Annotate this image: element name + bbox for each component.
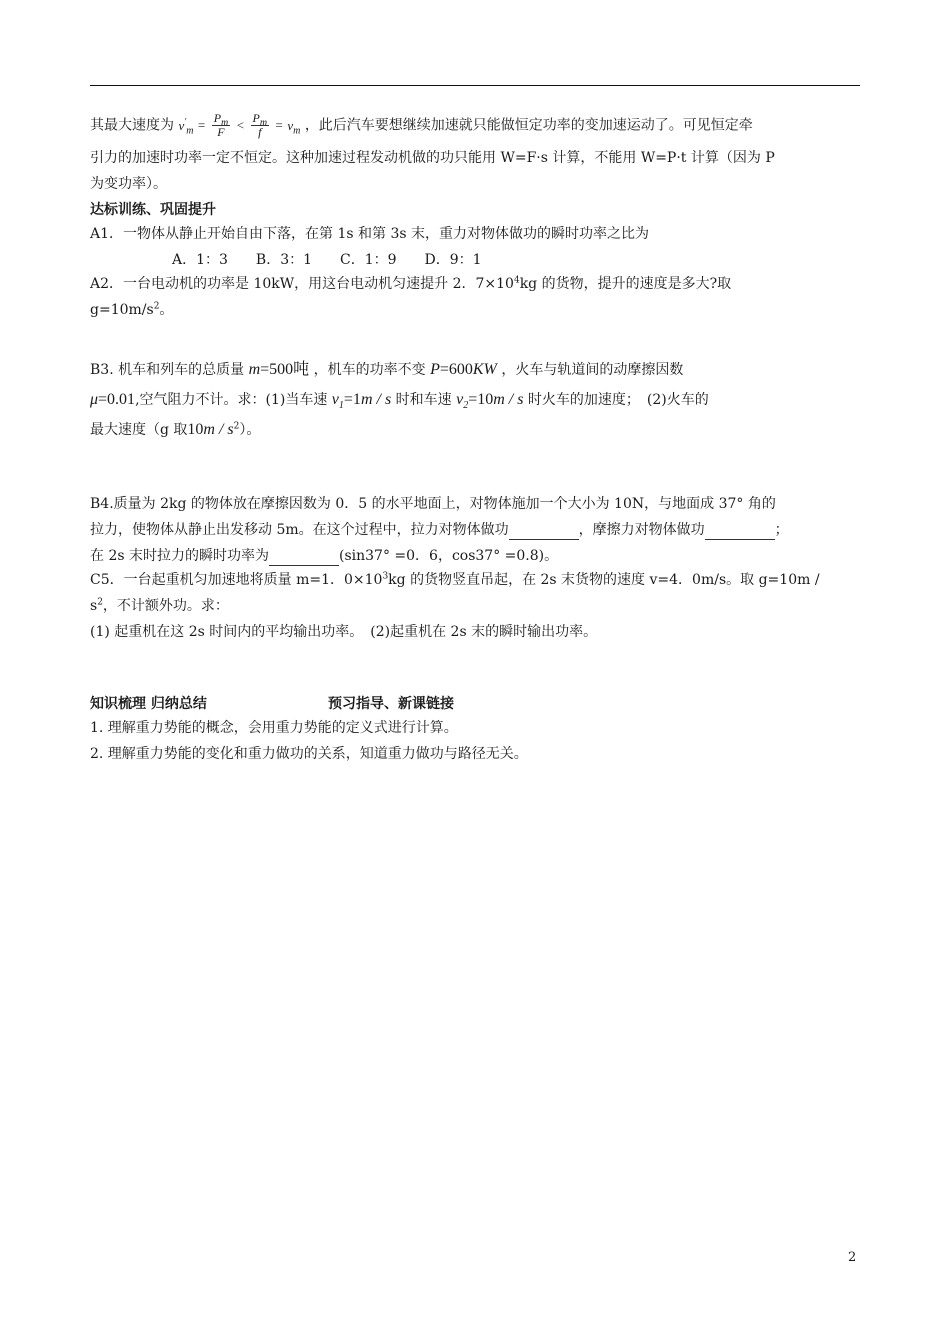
text: 时火车的加速度； (2)火车的	[527, 392, 709, 408]
symbol-v2: $v_2$	[456, 391, 469, 412]
text: ，机车的功率不变	[313, 362, 426, 378]
goal-item: 2. 理解重力势能的变化和重力做功的关系，知道重力做功与路径无关。	[90, 746, 528, 762]
text: 在 2s 末时拉力的瞬时功率为	[90, 548, 269, 564]
header-rule	[90, 85, 860, 86]
exponent: 3	[382, 571, 389, 582]
question-a2-line2	[90, 300, 173, 320]
text: 最大速度（g 取	[90, 422, 188, 438]
section-heading: 达标训练、巩固提升	[90, 202, 216, 218]
page-number: 2	[848, 1250, 857, 1265]
less-than: <	[236, 117, 245, 133]
text: g=10m/s	[90, 302, 154, 318]
mass-value: =500吨	[260, 361, 310, 378]
question-b4-line3	[90, 546, 558, 566]
text: ,空气阻力不计。求：(1)当车速	[135, 392, 328, 408]
exponent: 2	[97, 597, 103, 608]
exponent: 4	[513, 275, 520, 286]
text: 。	[159, 302, 174, 318]
text: 时和车速	[395, 392, 452, 408]
text: ）。	[239, 422, 261, 438]
equals: =	[197, 117, 206, 133]
goal-item: 1. 理解重力势能的概念，会用重力势能的定义式进行计算。	[90, 720, 458, 736]
exponent: 2	[153, 301, 160, 312]
text: kg 的货物，提升的速度是多大?取	[519, 276, 732, 292]
symbol-v1: $v_1$	[331, 391, 344, 412]
text: 拉力，使物体从静止出发移动 5m。在这个过程中，拉力对物体做功	[90, 522, 509, 538]
power-unit: KW	[472, 361, 497, 378]
answer-blank-friction-work[interactable]	[705, 525, 775, 540]
question-c5-line3: (1) 起重机在这 2s 时间内的平均输出功率。 (2)起重机在 2s 末的瞬时输出功率。	[90, 624, 598, 640]
question-c5-line2	[90, 596, 229, 616]
formula-vm: $v'_m$	[178, 116, 194, 137]
question-b4-line2	[90, 520, 789, 540]
paragraph-max-speed	[90, 112, 753, 139]
fraction-pm-over-F: $\frac{P_m}{F}$	[213, 111, 229, 139]
text: s	[90, 598, 98, 614]
question-b3-line3	[90, 420, 260, 440]
g-value: 10	[187, 421, 204, 438]
section-heading-preview: 预习指导、新课链接	[328, 696, 454, 712]
question-b3-line1	[90, 360, 683, 380]
power-value: =600	[439, 361, 473, 378]
fraction-pm-over-f: $\frac{P_m}{f}$	[252, 111, 268, 139]
v1-value: =1	[343, 391, 361, 408]
v2-unit: m / s	[493, 391, 524, 408]
answer-blank-instant-power[interactable]	[269, 551, 339, 566]
exponent: 2	[233, 421, 240, 432]
paragraph-line: 引力的加速时功率一定不恒定。这种加速过程发动机做的功只能用 W=F·s 计算，不能用 W=P·t 计算（因为 P	[90, 150, 775, 166]
question-a2	[90, 274, 731, 294]
text: ，火车与轨道间的动摩擦因数	[501, 362, 684, 378]
text: ，不计额外功。求：	[102, 598, 229, 614]
text: C5．一台起重机匀加速地将质量 m=1．0×10	[90, 572, 383, 588]
text: A2．一台电动机的功率是 10kW，用这台电动机匀速提升 2．7×10	[90, 276, 514, 292]
section-heading-summary: 知识梳理 归纳总结	[90, 696, 207, 712]
text: ，此后汽车要想继续加速就只能做恒定功率的变加速运动了。可见恒定牵	[304, 117, 753, 134]
question-c5-line1	[90, 570, 820, 590]
paragraph-line: 为变功率）。	[90, 176, 167, 192]
symbol-m: m	[248, 361, 261, 378]
v1-unit: m / s	[360, 391, 392, 408]
mu-value: =0.01	[98, 391, 136, 408]
question-b3-line2	[90, 390, 709, 410]
text: kg 的货物竖直吊起，在 2s 末货物的速度 v=4．0m/s。取 g=10m /	[388, 572, 820, 588]
text: 其最大速度为	[90, 117, 174, 134]
text: ，摩擦力对物体做功	[578, 522, 705, 538]
text: ；	[774, 522, 789, 538]
text: B3. 机车和列车的总质量	[90, 362, 245, 378]
g-unit: m / s	[203, 421, 234, 438]
v2-value: =10	[468, 391, 494, 408]
symbol-p: P	[430, 361, 440, 378]
question-a1-options: A．1：3 B．3：1 C．1：9 D．9：1	[172, 252, 482, 268]
symbol-mu: μ	[90, 391, 99, 408]
answer-blank-pull-work[interactable]	[509, 525, 579, 540]
text: (sin37° =0．6，cos37° =0.8)。	[339, 548, 559, 564]
question-a1: A1．一物体从静止开始自由下落，在第 1s 和第 3s 末，重力对物体做功的瞬时功率之比为	[90, 226, 649, 242]
equals: =	[275, 117, 283, 133]
question-b4-line1: B4.质量为 2kg 的物体放在摩擦因数为 0．5 的水平地面上，对物体施加一个大小为 10N，与地面成 37° 角的	[90, 496, 776, 512]
formula-vm2: $v_m$	[287, 117, 301, 137]
